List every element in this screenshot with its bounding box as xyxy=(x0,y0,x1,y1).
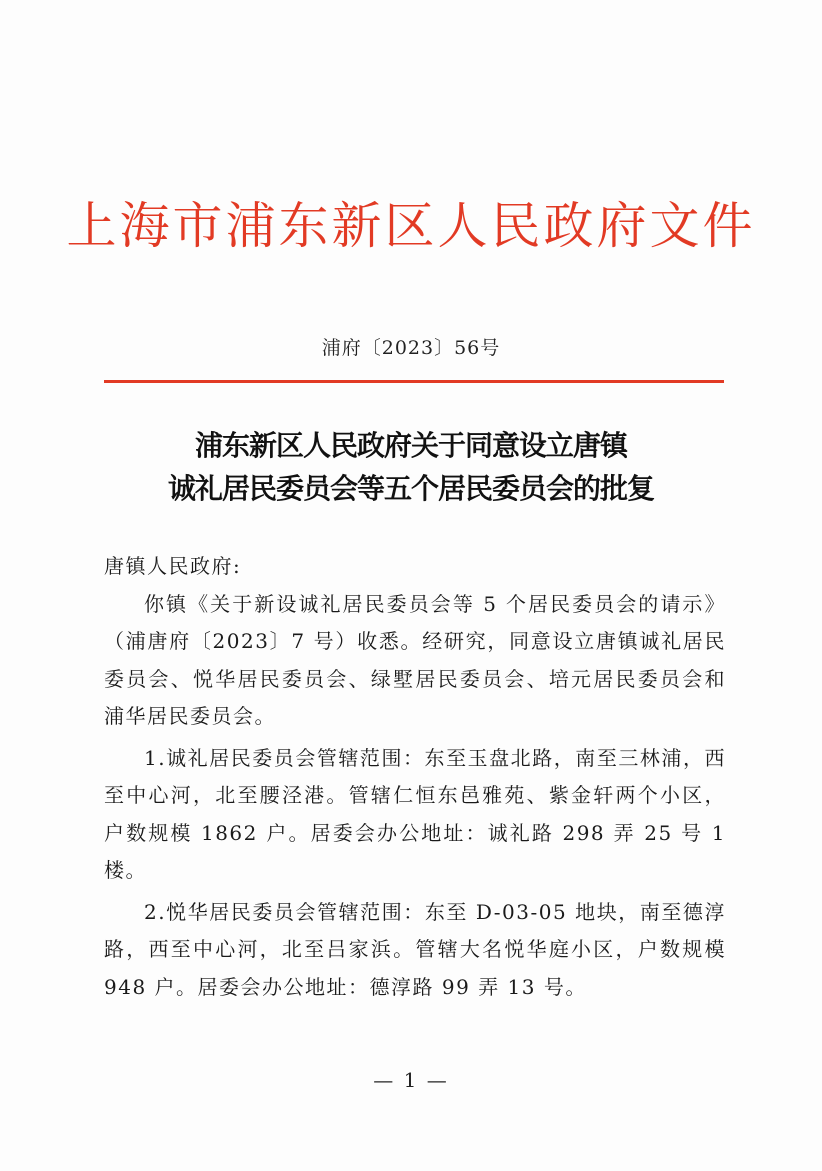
page-number: — 1 — xyxy=(373,1068,449,1092)
issuer-header: 上海市浦东新区人民政府文件 xyxy=(66,197,756,255)
item-paragraph-1: 1.诚礼居民委员会管辖范围：东至玉盘北路，南至三林浦，西至中心河，北至腰泾港。管辖仁恒东邑雅苑、紫金轩两个小区，户数规模 1862 户。居委会办公地址：诚礼路 298 弄 25 号 1 楼。 xyxy=(104,745,726,882)
document-title xyxy=(0,424,822,510)
item-paragraph-2: 2.悦华居民委员会管辖范围：东至 D-03-05 地块，南至德淳路，西至中心河，北至吕家浜。管辖大名悦华庭小区，户数规模 948 户。居委会办公地址：德淳路 99 弄 13 号。 xyxy=(104,899,726,999)
document-number: 浦府〔2023〕56号 xyxy=(321,337,501,359)
red-divider xyxy=(104,380,724,383)
document-body xyxy=(104,548,726,1006)
title-line-1: 浦东新区人民政府关于同意设立唐镇 xyxy=(194,429,627,462)
title-line-2: 诚礼居民委员会等五个居民委员会的批复 xyxy=(167,472,654,505)
salutation: 唐镇人民政府: xyxy=(104,554,242,578)
intro-paragraph: 你镇《关于新设诚礼居民委员会等 5 个居民委员会的请示》（浦唐府〔2023〕7 号）收悉。经研究，同意设立唐镇诚礼居民委员会、悦华居民委员会、绿墅居民委员会、培元居民委员会和浦华居民委员会。 xyxy=(104,591,726,728)
